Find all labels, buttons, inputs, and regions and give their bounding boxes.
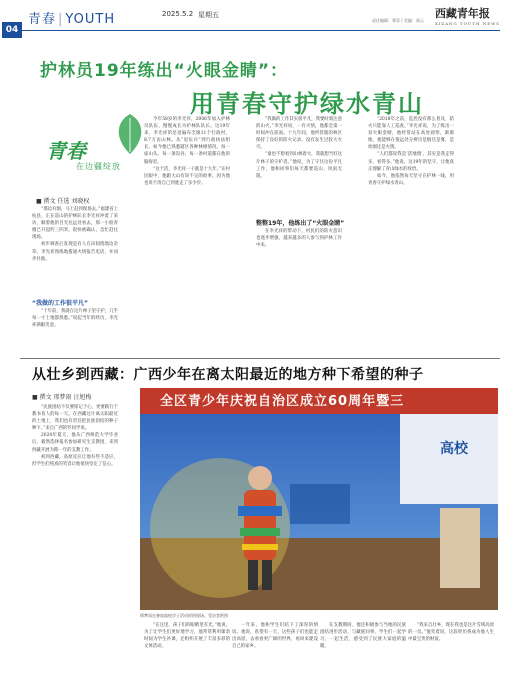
- page-header: [0, 0, 520, 44]
- page-number: 04: [2, 22, 22, 38]
- section-en: YOUTH: [65, 12, 116, 27]
- paragraph: “人们都说我是‘活地图’，其实是我走得多，看得多。”他说，这19年的坚守，让他真正理解了青山绿水的珍贵。: [368, 152, 454, 172]
- column-tag: [36, 135, 126, 191]
- paper-en: XIZANG YOUTH NEWS: [434, 21, 500, 26]
- article1-subhead-1: “我做的工作很平凡”: [32, 300, 88, 307]
- paragraph: 在支教期间，他还积极参与当地的民族团结进步活动，与藏族同事、学生们一起学习、一起生活，感受到了民族大家庭的温暖。: [320, 623, 406, 650]
- article2-column-3b: [408, 622, 494, 696]
- paragraph: “谁也不想看到山林着火，我就想当好这片林子的守护者。”他说，为了守住这份平凡工作，他和同事们每天都要巡山，风雨无阻。: [256, 152, 342, 179]
- paragraph: 一年来，他和学生们结下了深厚的情谊。他说，希望有一天，这些孩子们也能走出高原，去看看更广阔的世界，再回来建设自己的家乡。: [232, 623, 318, 650]
- article2-column-2: [144, 622, 230, 696]
- paragraph: “民族团结不仅要铭记于心，更要践行于教书育人的每一天。在西藏这片离太阳最近的土地上，我们也有责任把民族团结的种子种下。”来自广西的罗同学说。: [32, 405, 118, 432]
- paper-logo: [435, 5, 500, 26]
- paragraph: “十年前，我就在这片林子里守护，几乎每一寸土地都熟悉。”说起当年的经历，李光祥满眼笑意。: [32, 309, 118, 329]
- paragraph: 2024年夏天，他从广西师范大学毕业后，毅然选择报名参加研究生支教团，来到西藏开展为期一年的支教工作。: [32, 433, 118, 453]
- article1-byline: ■ 撰文 任选 刘晓权: [36, 198, 90, 205]
- article1-column-4: [368, 116, 454, 354]
- paragraph: “这个活，李光祥一干就是十九年。”在村民眼中，他跟大山有说不完的故事，因为他也说不清自己到底走了多少步。: [144, 166, 230, 186]
- paragraph: 今年58岁的李光祥，2006年加入护林员队伍，慢慢成长为护林队队长。这19年来，李光祥的足迹遍布全镇11个行政村，8.7万亩山林。从“退伍兵”到行政执法组长，如今他已熟悉辖区各种林相情况，每一座山头、每一条沟谷、每一条村道都在他的脑海里。: [144, 117, 230, 165]
- article2-column-2b: [232, 622, 318, 696]
- article1-column-1: [32, 206, 118, 296]
- section-divider: |: [58, 12, 64, 27]
- editor-line: 责任编辑：郑菲 / 美编：郭云: [372, 18, 424, 23]
- paragraph: “我做的工作其实很平凡，我要时刻注意的山火。”李光祥说，一有火情，他都会第一时间冲在前面。十九年间，他所管辖的林区保持了良好的防火记录，没有发生过较大火灾。: [256, 117, 342, 151]
- article1-column-3b: [256, 228, 342, 354]
- article1-headline: 用青春守护绿水青山: [190, 90, 424, 118]
- paper-name: 西藏青年报: [434, 7, 490, 20]
- article-divider: [20, 358, 500, 359]
- paragraph: “2018年之前，监控没有那么普及，防火只能靠人工巡查。”李光祥说，为了练出一双火眼金睛，他经常站在高处观察，渐渐地，他能够在很远处分辨出是烟还是雾，是炊烟还是火情。: [368, 117, 454, 151]
- paragraph: “我来自壮乡，现在我也是这片雪域高原的一员。”他笑着说，这段经历将成为他人生中最宝贵的财富。: [408, 623, 494, 643]
- header-rule: [20, 30, 500, 31]
- article1-column-3: [256, 116, 342, 214]
- article2-byline: ■ 撰文 邢梦雨 汪旭梅: [32, 394, 92, 401]
- article1-subhead-2: 整整19年，他练出了“火眼金睛”: [256, 220, 345, 227]
- section-title: [28, 8, 115, 27]
- paragraph: 初到西藏，高原反应让他有些不适应，但学生们纯真的笑容让他很快坚定了信心。: [32, 454, 118, 467]
- photo-caption: 邢梦雨在参加高校学子活动时的现场。受访者供图: [140, 613, 228, 618]
- article2-column-1: [32, 404, 118, 694]
- photo-banner: 全区青少年庆祝自治区成立60周年暨三: [160, 394, 405, 409]
- section-cn: 青春: [28, 12, 57, 27]
- tag-small: 在边疆绽放: [76, 162, 121, 171]
- article2-headline: 从壮乡到西藏：广西少年在离太阳最近的地方种下希望的种子: [32, 367, 424, 383]
- tag-big: 青春: [46, 139, 86, 163]
- paragraph: 初步调查后发现是有人在田间烧地边杂草。李光祥熟练地拨通火情报告电话，并同步扑救。: [32, 242, 118, 262]
- issue-date: 2025.5.2: [162, 10, 194, 18]
- paragraph: 在李光祥的带动下，村民们的防火意识也逐步增强，越来越多的人参与到护林工作中来。: [256, 229, 342, 249]
- article2-column-3: [320, 622, 406, 696]
- photo-side-text: 高校: [440, 441, 468, 457]
- paragraph: “在这里，孩子们的眼睛里有光。”他说，为了让学生们更好地学习，他常常利用课余时间为学生补课，还组织开展了丰富多彩的文体活动。: [144, 623, 230, 650]
- article1-kicker: 护林员19年练出“火眼金睛”：: [40, 61, 289, 81]
- article2-photo: [140, 388, 498, 610]
- paragraph: 如今，他依然每天坚守在护林一线，用青春守护绿水青山。: [368, 173, 454, 186]
- article1-column-2: [144, 116, 230, 354]
- issue-weekday: 星期五: [198, 11, 219, 19]
- paragraph: “那边有烟，马上赶到现场去。”福建省上杭县，正在巡山的护林队长李光祥冲着了采访，顺着他的目光往远处看去，那一小股青烟已升起约三四米，很快被确认，急忙赶往现场。: [32, 207, 118, 241]
- article1-column-1b: [32, 308, 118, 354]
